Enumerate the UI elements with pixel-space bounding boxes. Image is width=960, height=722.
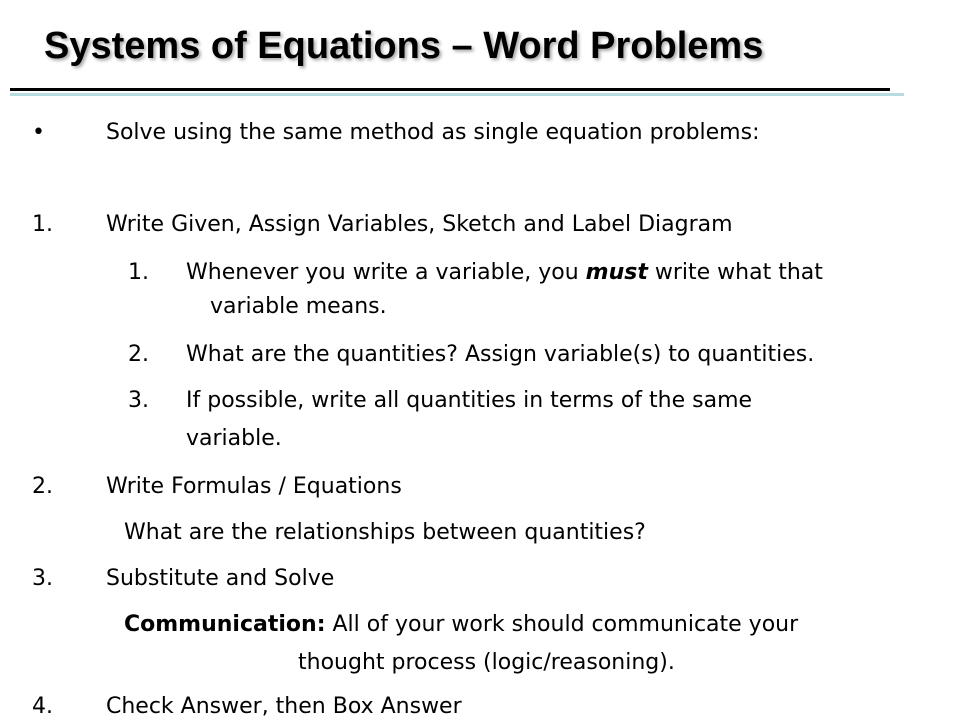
step-1-text: Write Given, Assign Variables, Sketch and Label Diagram xyxy=(106,212,733,237)
substep-1-3-line2: variable. xyxy=(186,426,282,451)
step-2-note: What are the relationships between quantities? xyxy=(124,520,646,545)
step-2-number: 2. xyxy=(32,474,53,499)
substep-1-1-post: write what that xyxy=(647,260,823,285)
substep-1-2-number: 2. xyxy=(128,342,149,367)
substep-1-1-line2: variable means. xyxy=(210,294,387,319)
step-4-number: 4. xyxy=(32,694,53,719)
substep-1-1-number: 1. xyxy=(128,260,149,285)
title-underline xyxy=(10,88,890,91)
step-2-text: Write Formulas / Equations xyxy=(106,474,402,499)
step-1-number: 1. xyxy=(32,212,53,237)
substep-1-3-line1: If possible, write all quantities in terms of the same xyxy=(186,388,753,413)
step-4-text: Check Answer, then Box Answer xyxy=(106,694,462,719)
intro-text: Solve using the same method as single equation problems: xyxy=(106,120,760,145)
communication-label: Communication: xyxy=(124,612,326,637)
communication-text: All of your work should communicate your xyxy=(325,612,799,637)
slide-title: Systems of Equations – Word Problems xyxy=(44,25,764,67)
substep-1-3-number: 3. xyxy=(128,388,149,413)
substep-1-2-text: What are the quantities? Assign variable(s) to quantities. xyxy=(186,342,815,367)
step-3-note-line2: thought process (logic/reasoning). xyxy=(298,650,675,675)
substep-1-1-line1 xyxy=(186,258,823,288)
step-3-text: Substitute and Solve xyxy=(106,566,335,591)
substep-1-1-pre: Whenever you write a variable, you xyxy=(186,260,586,285)
substep-1-1-emphasis: must xyxy=(585,260,648,285)
step-3-note-line1 xyxy=(124,610,798,640)
step-3-number: 3. xyxy=(32,566,53,591)
title-underline-accent xyxy=(10,93,904,96)
intro-bullet: • xyxy=(32,120,45,145)
